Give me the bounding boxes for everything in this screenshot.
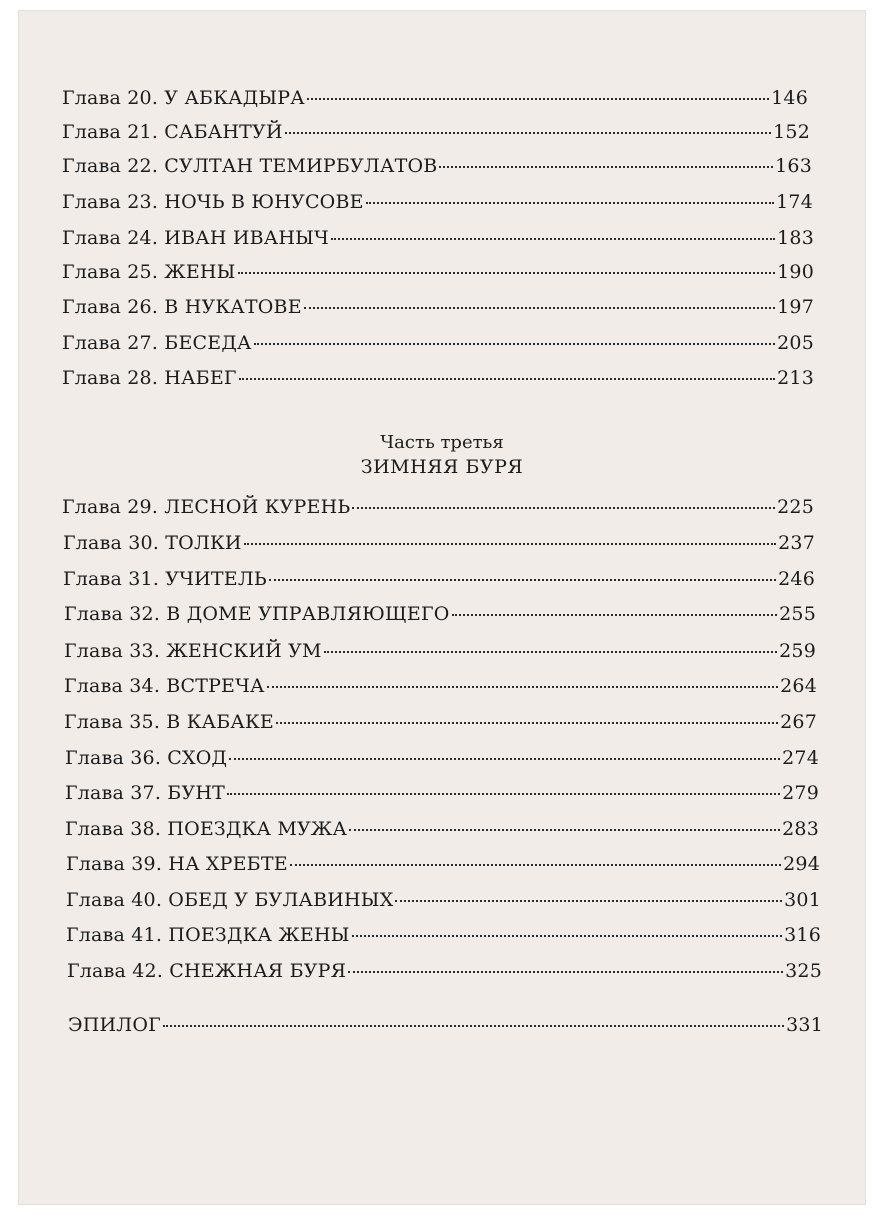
toc-entry: [67, 960, 822, 990]
chapter-title: Глава 27. БЕСЕДА: [62, 332, 252, 354]
page-number: 190: [777, 261, 814, 283]
epilogue-title: ЭПИЛОГ: [68, 1014, 161, 1036]
page-number: 259: [779, 640, 816, 662]
chapter-title: Глава 33. ЖЕНСКИЙ УМ: [64, 640, 322, 662]
toc-entry: [64, 640, 816, 670]
dot-leader: [163, 1025, 784, 1027]
toc-entry: [66, 889, 821, 919]
chapter-title: Глава 36. СХОД: [65, 747, 228, 769]
page-number: 183: [777, 227, 814, 249]
chapter-title: Глава 29. ЛЕСНОЙ КУРЕНЬ: [62, 496, 351, 518]
dot-leader: [349, 829, 780, 831]
chapter-title: Глава 26. В НУКАТОВЕ: [62, 296, 302, 318]
chapter-title: Глава 22. СУЛТАН ТЕМИРБУЛАТОВ: [62, 155, 438, 177]
chapter-title: Глава 32. В ДОМЕ УПРАВЛЯЮЩЕГО: [64, 603, 450, 625]
page-number: 331: [786, 1014, 823, 1036]
dot-leader: [352, 935, 783, 937]
toc-entry: [65, 782, 819, 812]
dot-leader: [331, 238, 775, 240]
toc-entry: [63, 532, 815, 562]
toc-entry: [62, 496, 814, 526]
page-number: 316: [784, 924, 821, 946]
page-number: 294: [783, 853, 820, 875]
chapter-title: Глава 24. ИВАН ИВАНЫЧ: [62, 227, 329, 249]
chapter-title: Глава 39. НА ХРЕБТЕ: [66, 853, 288, 875]
page-number: 255: [779, 603, 816, 625]
dot-leader: [239, 378, 775, 380]
toc-entry-epilogue: [68, 1014, 823, 1044]
toc-entry: [62, 191, 813, 221]
page-number: 301: [784, 889, 821, 911]
page-number: 283: [782, 818, 819, 840]
toc-entry: [66, 853, 820, 883]
chapter-title: Глава 28. НАБЕГ: [62, 367, 237, 389]
chapter-title: Глава 30. ТОЛКИ: [63, 532, 242, 554]
page-number: 197: [777, 296, 814, 318]
book-page: [18, 10, 866, 1205]
chapter-title: Глава 42. СНЕЖНАЯ БУРЯ: [67, 960, 347, 982]
dot-leader: [254, 343, 776, 345]
part-title: ЗИМНЯЯ БУРЯ: [360, 456, 524, 478]
chapter-title: Глава 38. ПОЕЗДКА МУЖА: [65, 818, 348, 840]
page-number: 279: [782, 782, 819, 804]
toc-entry: [64, 603, 816, 633]
page-number: 267: [780, 711, 817, 733]
dot-leader: [366, 202, 774, 204]
dot-leader: [290, 864, 781, 866]
chapter-title: Глава 41. ПОЕЗДКА ЖЕНЫ: [66, 924, 350, 946]
toc-entry: [62, 155, 812, 185]
toc-entry: [65, 818, 819, 848]
dot-leader: [304, 307, 775, 309]
chapter-title: Глава 35. В КАБАКЕ: [64, 711, 274, 733]
page-number: 152: [773, 121, 810, 143]
page-number: 325: [785, 960, 822, 982]
toc-entry: [64, 675, 817, 705]
chapter-title: Глава 31. УЧИТЕЛЬ: [63, 568, 267, 590]
dot-leader: [439, 166, 773, 168]
page-number: 205: [777, 332, 814, 354]
page-number: 146: [771, 87, 808, 109]
dot-leader: [229, 758, 780, 760]
dot-leader: [244, 543, 776, 545]
toc-entry: [66, 924, 821, 954]
toc-entry: [62, 367, 814, 397]
chapter-title: Глава 21. САБАНТУЙ: [62, 121, 283, 143]
chapter-title: Глава 40. ОБЕД У БУЛАВИНЫХ: [66, 889, 394, 911]
dot-leader: [267, 686, 779, 688]
dot-leader: [269, 579, 776, 581]
toc-entry: [62, 87, 808, 117]
chapter-title: Глава 34. ВСТРЕЧА: [64, 675, 265, 697]
dot-leader: [227, 793, 780, 795]
toc-entry: [62, 332, 814, 362]
toc-entry: [64, 711, 817, 741]
toc-entry: [62, 261, 814, 291]
toc-entry: [62, 296, 814, 326]
dot-leader: [348, 971, 783, 973]
dot-leader: [276, 722, 778, 724]
chapter-title: Глава 20. У АБКАДЫРА: [62, 87, 305, 109]
dot-leader: [307, 98, 769, 100]
page-number: 237: [778, 532, 815, 554]
page-number: 274: [782, 747, 819, 769]
dot-leader: [352, 507, 775, 509]
dot-leader: [324, 651, 777, 653]
page-number: 264: [780, 675, 817, 697]
page-number: 246: [778, 568, 815, 590]
dot-leader: [452, 614, 778, 616]
part-label: Часть третья: [380, 432, 504, 453]
page-number: 163: [775, 155, 812, 177]
dot-leader: [238, 272, 776, 274]
toc-entry: [62, 227, 814, 257]
chapter-title: Глава 37. БУНТ: [65, 782, 226, 804]
chapter-title: Глава 23. НОЧЬ В ЮНУСОВЕ: [62, 191, 364, 213]
page-number: 174: [776, 191, 813, 213]
dot-leader: [395, 900, 782, 902]
dot-leader: [285, 132, 771, 134]
toc-entry: [63, 568, 815, 598]
page-number: 213: [777, 367, 814, 389]
page-number: 225: [777, 496, 814, 518]
toc-entry: [62, 121, 810, 151]
toc-entry: [65, 747, 819, 777]
chapter-title: Глава 25. ЖЕНЫ: [62, 261, 236, 283]
